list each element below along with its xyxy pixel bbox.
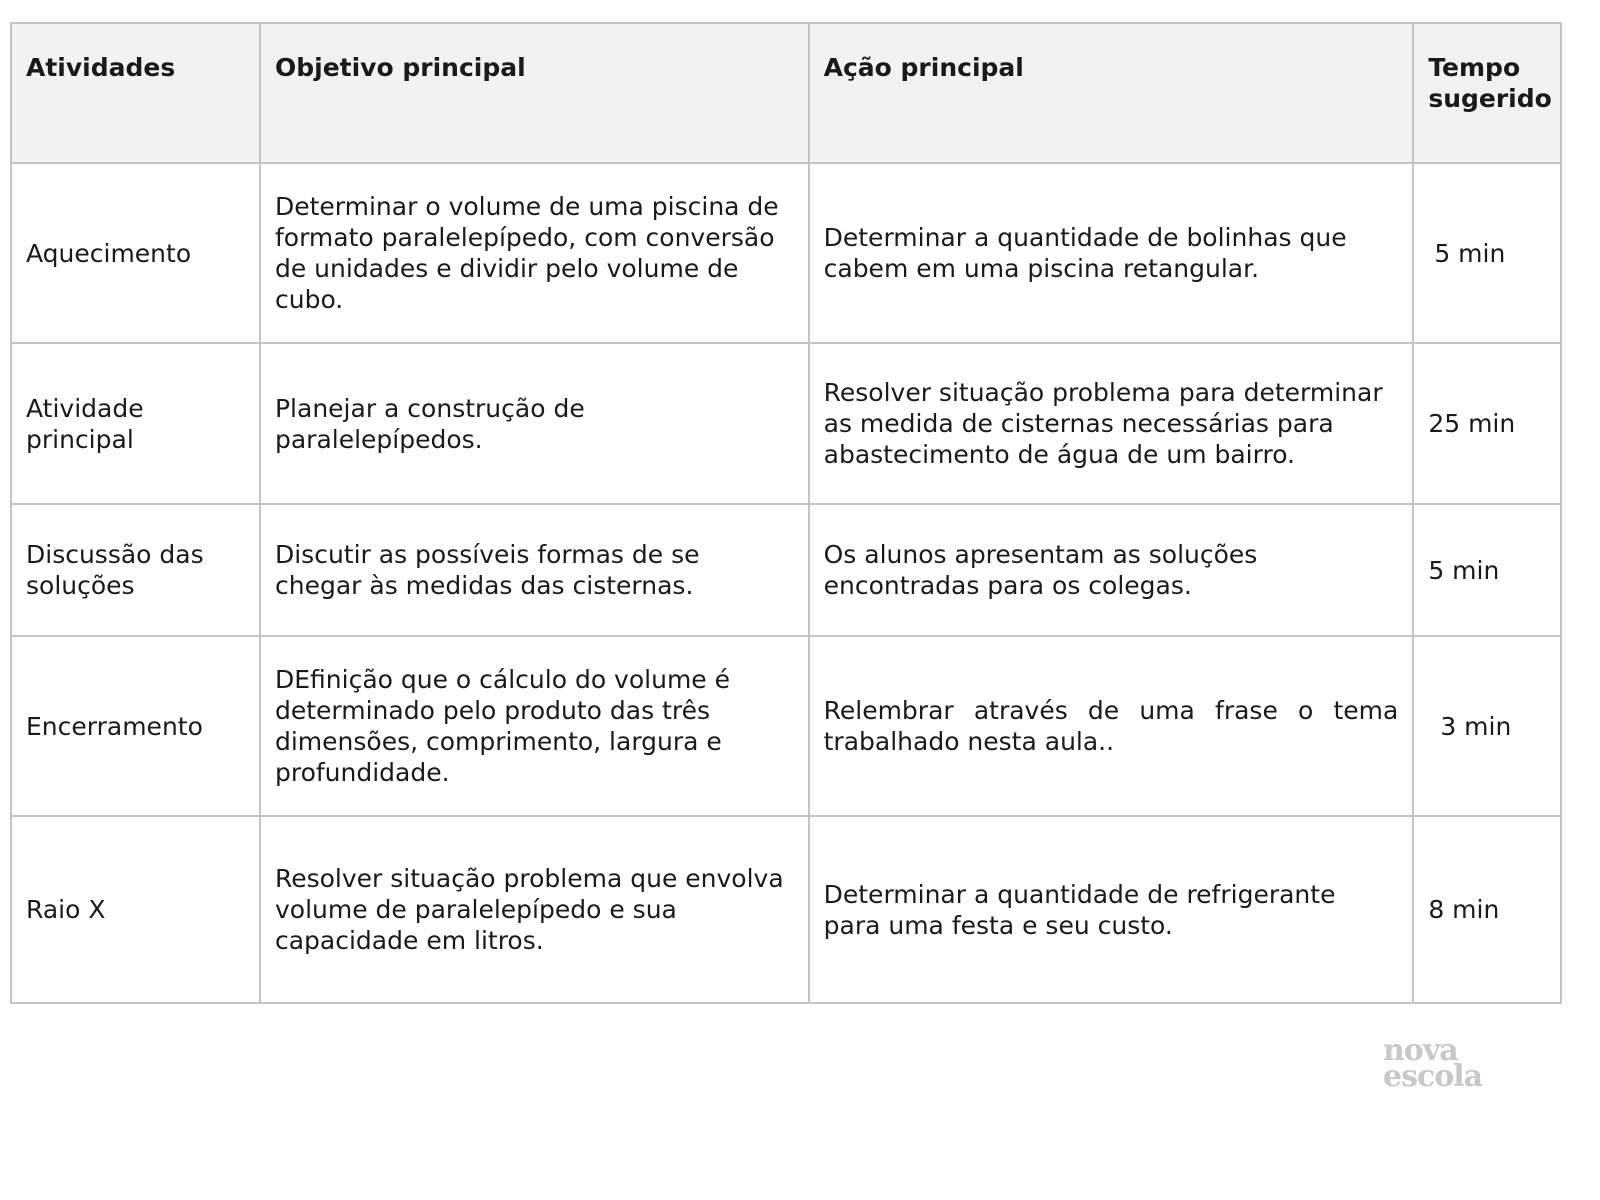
table-row xyxy=(11,816,1561,1003)
cell-atividade: Aquecimento xyxy=(11,163,260,343)
table-row xyxy=(11,343,1561,504)
cell-objetivo: Resolver situação problema que envolva volume de paralelepípedo e sua capacidade em litros. xyxy=(260,816,809,1003)
cell-acao: Determinar a quantidade de refrigerante para uma festa e seu custo. xyxy=(809,816,1414,1003)
header-atividades: Atividades xyxy=(11,23,260,163)
header-acao: Ação principal xyxy=(809,23,1414,163)
cell-tempo: 25 min xyxy=(1413,343,1561,504)
header-objetivo: Objetivo principal xyxy=(260,23,809,163)
cell-acao: Determinar a quantidade de bolinhas que cabem em uma piscina retangular. xyxy=(809,163,1414,343)
cell-objetivo: DEfinição que o cálculo do volume é determinado pelo produto das três dimensões, comprimento, largura e profundidade. xyxy=(260,636,809,816)
cell-atividade: Encerramento xyxy=(11,636,260,816)
cell-objetivo: Planejar a construção de paralelepípedos. xyxy=(260,343,809,504)
table-row xyxy=(11,163,1561,343)
cell-atividade: Raio X xyxy=(11,816,260,1003)
cell-tempo: 3 min xyxy=(1413,636,1561,816)
table-row xyxy=(11,636,1561,816)
nova-escola-logo xyxy=(1383,1033,1513,1094)
cell-acao: Relembrar através de uma frase o tema trabalhado nesta aula.. xyxy=(809,636,1414,816)
cell-atividade: Atividade principal xyxy=(11,343,260,504)
cell-tempo: 5 min xyxy=(1413,163,1561,343)
cell-tempo: 8 min xyxy=(1413,816,1561,1003)
logo-line-1: nova xyxy=(1383,1033,1458,1068)
table-header-row xyxy=(11,23,1561,163)
cell-atividade: Discussão das soluções xyxy=(11,504,260,636)
header-tempo: Tempo sugerido xyxy=(1413,23,1561,163)
cell-objetivo: Discutir as possíveis formas de se chegar às medidas das cisternas. xyxy=(260,504,809,636)
table-row xyxy=(11,504,1561,636)
cell-tempo: 5 min xyxy=(1413,504,1561,636)
cell-acao: Resolver situação problema para determinar as medida de cisternas necessárias para abastecimento de água de um bairro. xyxy=(809,343,1414,504)
cell-acao: Os alunos apresentam as soluções encontradas para os colegas. xyxy=(809,504,1414,636)
cell-objetivo: Determinar o volume de uma piscina de formato paralelepípedo, com conversão de unidades e dividir pelo volume de cubo. xyxy=(260,163,809,343)
lesson-plan-table xyxy=(10,22,1562,1004)
logo-line-2: escola xyxy=(1383,1059,1483,1094)
